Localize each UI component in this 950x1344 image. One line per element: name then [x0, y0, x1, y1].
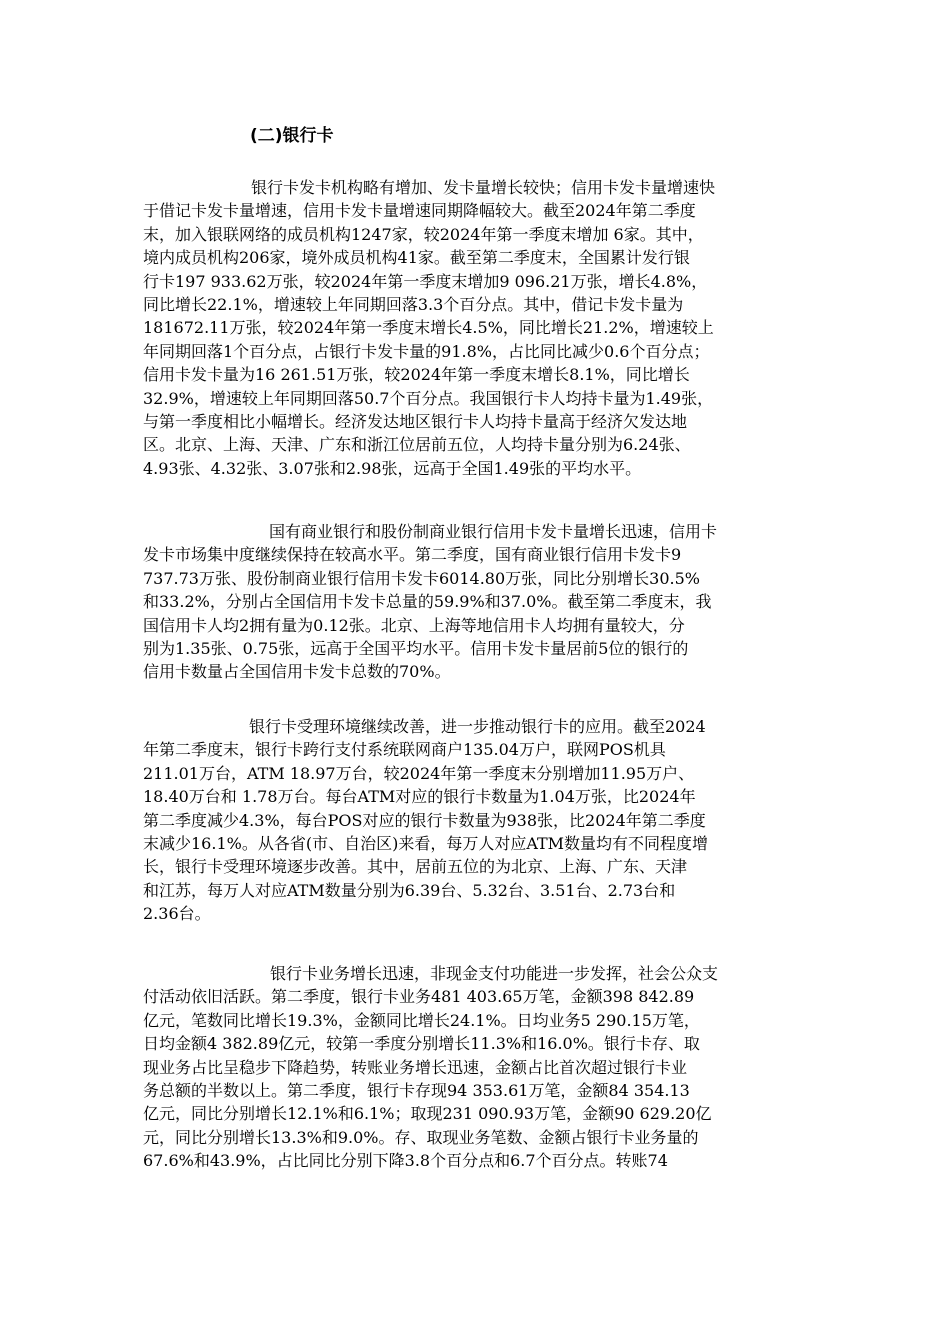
text-line: 银行卡业务增长迅速，非现金支付功能进一步发挥，社会公众支: [270, 964, 719, 983]
text-line: 务总额的半数以上。第二季度，银行卡存现94 353.61万笔，金额84 354.13: [143, 1081, 690, 1101]
paragraph-acceptance-environment: [143, 715, 810, 926]
text-line: 年同期回落1个百分点，占银行卡发卡量的91.8%，占比同比减少0.6个百分点；: [143, 341, 710, 361]
text-line: 别为1.35张、0.75张，远高于全国平均水平。信用卡发卡量居前5位的银行的: [143, 639, 689, 659]
paragraph-card-business: [143, 962, 810, 1173]
text-line: 信用卡发卡量为16 261.51万张，较2024年第一季度末增长8.1%，同比增长: [143, 365, 690, 385]
text-line: 发卡市场集中度继续保持在较高水平。第二季度，国有商业银行信用卡发卡9: [143, 545, 682, 565]
text-line: 和江苏，每万人对应ATM数量分别为6.39台、5.32台、3.51台、2.73台和: [143, 880, 676, 900]
text-line: 日均金额4 382.89亿元，较第一季度分别增长11.3%和16.0%。银行卡存、取: [143, 1034, 700, 1054]
text-line: 亿元，同比分别增长12.1%和6.1%；取现231 090.93万笔，金额90 629.20亿: [143, 1104, 712, 1124]
paragraph-card-issuance: [143, 176, 810, 480]
text-line: 737.73万张、股份制商业银行信用卡发卡6014.80万张，同比分别增长30.5%: [143, 568, 700, 588]
text-line: 国信用卡人均2拥有量为0.12张。北京、上海等地信用卡人均拥有量较大，分: [143, 615, 685, 635]
text-line: 元，同比分别增长13.3%和9.0%。存、取现业务笔数、金额占银行卡业务量的: [143, 1127, 699, 1147]
text-line: 银行卡发卡机构略有增加、发卡量增长较快；信用卡发卡量增速快: [251, 178, 716, 197]
text-line: 行卡197 933.62万张，较2024年第一季度末增加9 096.21万张，增长4.8%，: [143, 271, 708, 291]
text-line: 4.93张、4.32张、3.07张和2.98张，远高于全国1.49张的平均水平。: [143, 458, 642, 478]
text-line: 32.9%，增速较上年同期回落50.7个百分点。我国银行卡人均持卡量为1.49张，: [143, 388, 714, 408]
text-line: 信用卡数量占全国信用卡发卡总数的70%。: [143, 662, 451, 682]
text-line: 亿元，笔数同比增长19.3%，金额同比增长24.1%。日均业务5 290.15万笔，: [143, 1010, 700, 1030]
text-line: 银行卡受理环境继续改善，进一步推动银行卡的应用。截至2024: [249, 717, 706, 736]
text-line: 年第二季度末，银行卡跨行支付系统联网商户135.04万户，联网POS机具: [143, 740, 666, 760]
text-line: 与第一季度相比小幅增长。经济发达地区银行卡人均持卡量高于经济欠发达地: [143, 412, 688, 432]
text-line: 于借记卡发卡量增速，信用卡发卡量增速同期降幅较大。截至2024年第二季度: [143, 201, 696, 221]
text-line: 181672.11万张，较2024年第一季度末增长4.5%，同比增长21.2%，增速较上: [143, 318, 714, 338]
text-line: 末，加入银联网络的成员机构1247家，较2024年第一季度末增加 6家。其中，: [143, 224, 704, 244]
text-line: 2.36台。: [143, 904, 211, 924]
text-line: 67.6%和43.9%，占比同比分别下降3.8个百分点和6.7个百分点。转账74: [143, 1151, 668, 1171]
section-heading: (二)银行卡: [250, 126, 334, 146]
text-line: 境内成员机构206家，境外成员机构41家。截至第二季度末，全国累计发行银: [143, 248, 690, 268]
text-line: 区。北京、上海、天津、广东和浙江位居前五位，人均持卡量分别为6.24张、: [143, 435, 691, 455]
text-line: 同比增长22.1%，增速较上年同期回落3.3个百分点。其中，借记卡发卡量为: [143, 295, 684, 315]
paragraph-credit-card-concentration: [143, 520, 810, 684]
text-line: 第二季度减少4.3%，每台POS对应的银行卡数量为938张，比2024年第二季度: [143, 810, 706, 830]
text-line: 长，银行卡受理环境逐步改善。其中，居前五位的为北京、上海、广东、天津: [143, 857, 688, 877]
text-line: 18.40万台和 1.78万台。每台ATM对应的银行卡数量为1.04万张，比2024年: [143, 787, 696, 807]
text-line: 211.01万台，ATM 18.97万台，较2024年第一季度末分别增加11.95万户、: [143, 763, 695, 783]
text-line: 国有商业银行和股份制商业银行信用卡发卡量增长迅速，信用卡: [269, 522, 718, 541]
text-line: 和33.2%，分别占全国信用卡发卡总量的59.9%和37.0%。截至第二季度末，我: [143, 592, 712, 612]
text-line: 末减少16.1%。从各省(市、自治区)来看，每万人对应ATM数量均有不同程度增: [143, 834, 709, 854]
text-line: 现业务占比呈稳步下降趋势，转账业务增长迅速，金额占比首次超过银行卡业: [143, 1057, 688, 1077]
text-line: 付活动依旧活跃。第二季度，银行卡业务481 403.65万笔，金额398 842.89: [143, 987, 695, 1007]
